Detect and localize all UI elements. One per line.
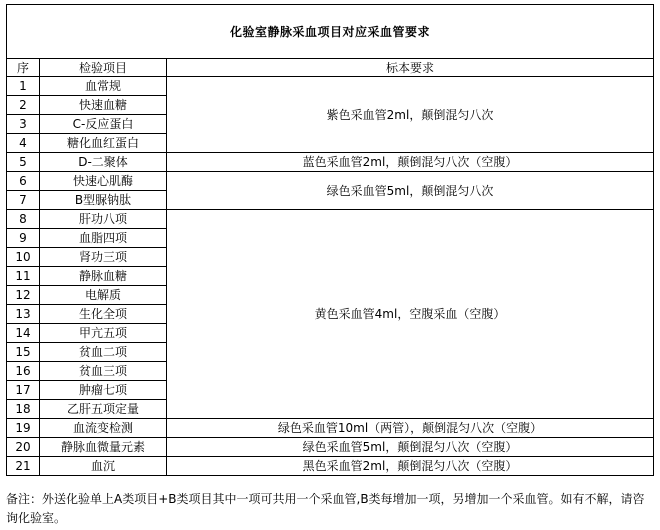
row-index: 20 xyxy=(7,438,40,457)
row-index: 2 xyxy=(7,96,40,115)
row-index: 18 xyxy=(7,400,40,419)
requirement-cell: 绿色采血管10ml（两管），颠倒混匀八次（空腹） xyxy=(167,419,654,438)
row-item: 肾功三项 xyxy=(40,248,167,267)
row-item: 甲亢五项 xyxy=(40,324,167,343)
table-row xyxy=(7,77,654,96)
header-requirement: 标本要求 xyxy=(167,59,654,77)
requirement-cell: 黄色采血管4ml，空腹采血（空腹） xyxy=(167,210,654,419)
table-row xyxy=(7,438,654,457)
row-index: 16 xyxy=(7,362,40,381)
requirement-cell: 紫色采血管2ml，颠倒混匀八次 xyxy=(167,77,654,153)
row-index: 7 xyxy=(7,191,40,210)
table-row xyxy=(7,419,654,438)
row-index: 8 xyxy=(7,210,40,229)
table-row xyxy=(7,153,654,172)
row-index: 21 xyxy=(7,457,40,476)
page-title: 化验室静脉采血项目对应采血管要求 xyxy=(7,5,654,59)
row-item: 乙肝五项定量 xyxy=(40,400,167,419)
row-item: D-二聚体 xyxy=(40,153,167,172)
table-row xyxy=(7,457,654,476)
requirement-cell: 蓝色采血管2ml，颠倒混匀八次（空腹） xyxy=(167,153,654,172)
row-item: 血流变检测 xyxy=(40,419,167,438)
row-item: 静脉血糖 xyxy=(40,267,167,286)
requirement-cell: 黑色采血管2ml，颠倒混匀八次（空腹） xyxy=(167,457,654,476)
row-index: 6 xyxy=(7,172,40,191)
row-index: 5 xyxy=(7,153,40,172)
row-index: 1 xyxy=(7,77,40,96)
row-index: 13 xyxy=(7,305,40,324)
row-index: 9 xyxy=(7,229,40,248)
row-item: 电解质 xyxy=(40,286,167,305)
row-index: 11 xyxy=(7,267,40,286)
row-item: 血常规 xyxy=(40,77,167,96)
row-item: 快速血糖 xyxy=(40,96,167,115)
row-item: 肝功八项 xyxy=(40,210,167,229)
document xyxy=(6,4,653,476)
row-item: C-反应蛋白 xyxy=(40,115,167,134)
requirement-cell: 绿色采血管5ml，颠倒混匀八次 xyxy=(167,172,654,210)
row-item: 生化全项 xyxy=(40,305,167,324)
sampling-table xyxy=(6,4,654,476)
requirement-cell: 绿色采血管5ml，颠倒混匀八次（空腹） xyxy=(167,438,654,457)
row-index: 14 xyxy=(7,324,40,343)
table-row xyxy=(7,210,654,229)
row-index: 19 xyxy=(7,419,40,438)
row-item: 血脂四项 xyxy=(40,229,167,248)
row-item: 快速心肌酶 xyxy=(40,172,167,191)
table-row xyxy=(7,172,654,191)
row-index: 12 xyxy=(7,286,40,305)
row-item: 糖化血红蛋白 xyxy=(40,134,167,153)
row-index: 15 xyxy=(7,343,40,362)
row-item: B型脲钠肽 xyxy=(40,191,167,210)
header-item: 检验项目 xyxy=(40,59,167,77)
row-index: 10 xyxy=(7,248,40,267)
table-header xyxy=(7,59,654,77)
row-index: 17 xyxy=(7,381,40,400)
row-item: 血沉 xyxy=(40,457,167,476)
row-index: 4 xyxy=(7,134,40,153)
row-index: 3 xyxy=(7,115,40,134)
header-index: 序 xyxy=(7,59,40,77)
footnote: 备注：外送化验单上A类项目+B类项目其中一项可共用一个采血管,B类每增加一项，另增加一个采血管。如有不解，请咨询化验室。 xyxy=(6,492,645,525)
row-item: 肿瘤七项 xyxy=(40,381,167,400)
row-item: 贫血二项 xyxy=(40,343,167,362)
row-item: 贫血三项 xyxy=(40,362,167,381)
row-item: 静脉血微量元素 xyxy=(40,438,167,457)
